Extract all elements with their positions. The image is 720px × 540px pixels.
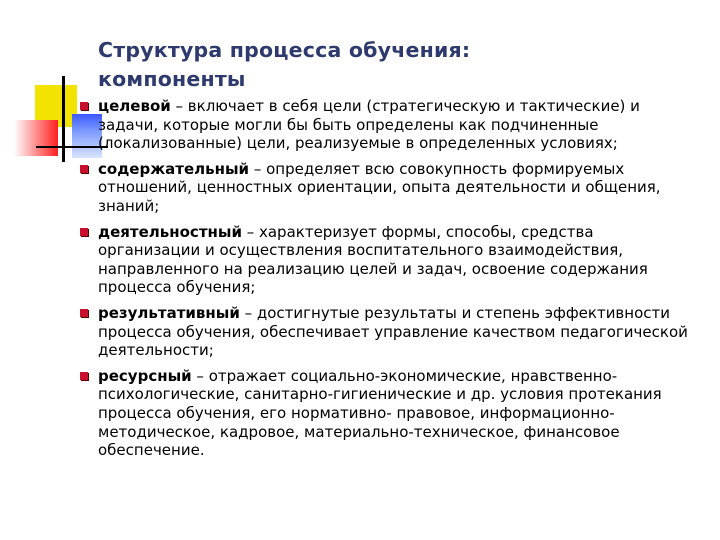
item-term: ресурсный <box>98 366 192 385</box>
slide-title <box>98 36 688 94</box>
item-text: – достигнутые результаты и степень эффективности процесса обучения, обеспечивает управление качеством педагогической деятельности; <box>98 303 688 360</box>
item-term: результативный <box>98 303 240 322</box>
slide-title-line2: компоненты <box>98 67 246 91</box>
square-bullet-icon <box>80 309 88 317</box>
item-term: содержательный <box>98 159 250 178</box>
item-text: – определяет всю совокупность формируемых отношений, ценностных ориентации, опыта деятельности и общения, знаний; <box>98 159 661 215</box>
item-text: – включает в себя цели (стратегическую и тактические) и задачи, которые могли бы быть определены как подчиненные (локализованные) цели, реализуемые в определенных условиях; <box>98 97 640 153</box>
item-term: деятельностный <box>98 222 242 241</box>
square-bullet-icon <box>80 165 88 173</box>
components-list <box>78 97 698 467</box>
square-bullet-icon <box>80 102 88 110</box>
decor-red-square <box>14 120 58 156</box>
list-item <box>78 223 698 297</box>
list-item <box>78 160 698 216</box>
square-bullet-icon <box>80 372 88 380</box>
list-item <box>78 97 698 153</box>
item-term: целевой <box>98 97 171 115</box>
decor-vertical-line <box>62 76 65 162</box>
square-bullet-icon <box>80 228 88 236</box>
list-item <box>78 367 698 460</box>
item-text: – отражает социально-экономические, нравственно-психологические, санитарно-гигиенические и др. условия протекания процесса обучения, его нормативно- правовое, информационно-методическое, кадровое, материально-техническое, финансовое обеспечение. <box>98 366 662 460</box>
list-item <box>78 304 698 360</box>
slide-title-line1: Структура процесса обучения: <box>98 38 471 62</box>
item-text: – характеризует формы, способы, средства организации и осуществления воспитательного взаимодействия, направленного на реализацию целей и задач, освоение содержания процесса обучения; <box>98 222 648 297</box>
